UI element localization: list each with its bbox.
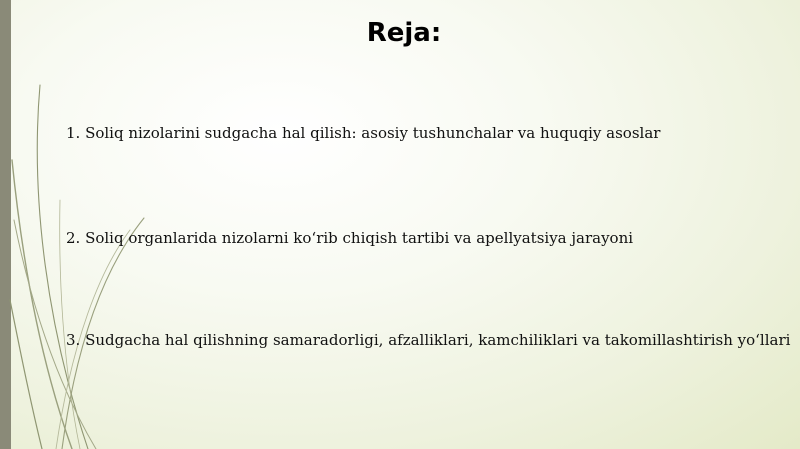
decorative-grass-lines bbox=[0, 0, 160, 449]
slide-title: Reja: bbox=[366, 18, 442, 48]
plan-item-2: 2. Soliq organlarida nizolarni ko‘rib chiqish tartibi va apellyatsiya jarayoni bbox=[66, 229, 634, 247]
plan-item-3: 3. Sudgacha hal qilishning samaradorligi, afzalliklari, kamchiliklari va takomillashtirish yo‘llari bbox=[66, 331, 791, 349]
plan-item-1: 1. Soliq nizolarini sudgacha hal qilish: asosiy tushunchalar va huquqiy asoslar bbox=[66, 124, 661, 142]
